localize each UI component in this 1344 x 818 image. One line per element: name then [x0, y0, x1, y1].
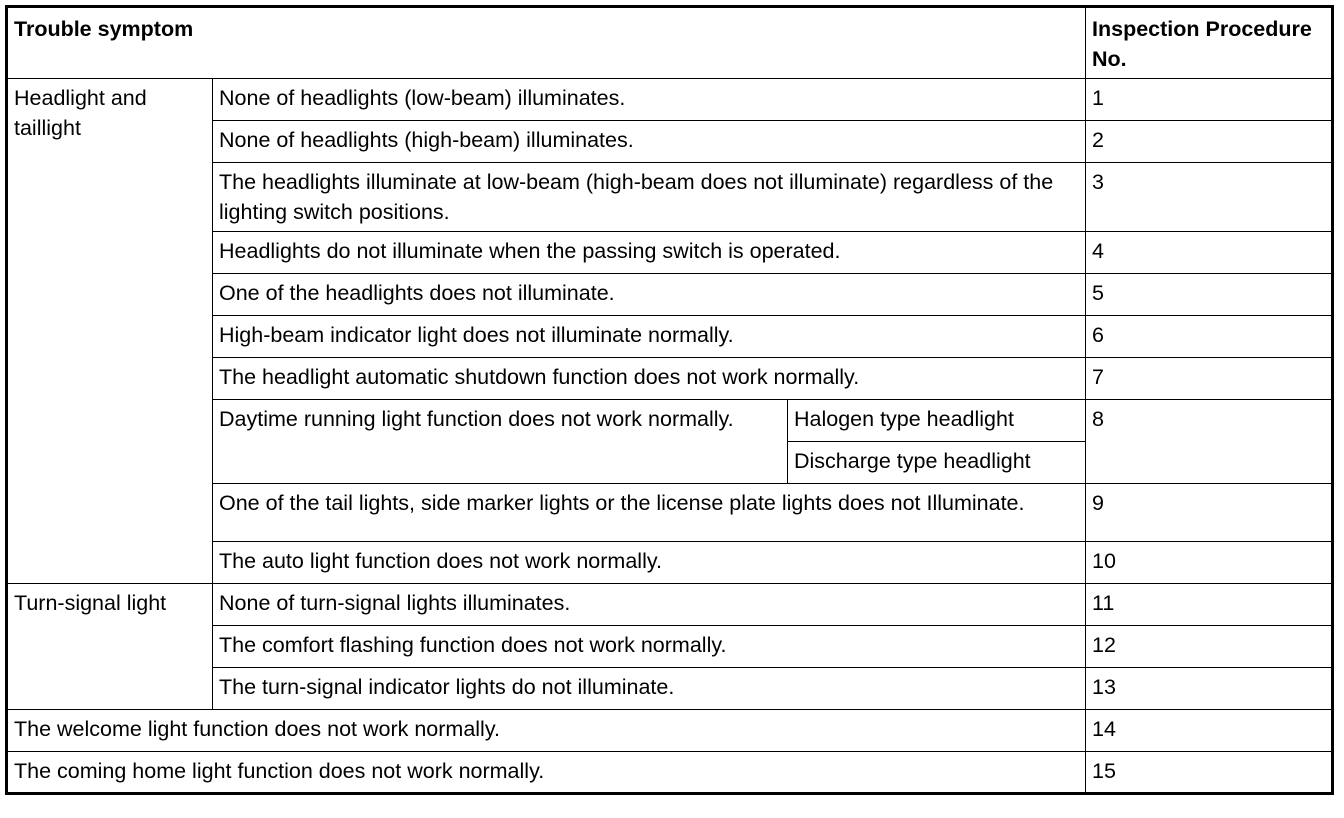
header-inspection-procedure-no: Inspection Procedure No. [1086, 7, 1333, 79]
procedure-number: 2 [1086, 121, 1333, 163]
procedure-number: 8 [1086, 400, 1333, 484]
procedure-number: 13 [1086, 668, 1333, 710]
symptom-cell: High-beam indicator light does not illuminate normally. [213, 316, 1086, 358]
procedure-number: 7 [1086, 358, 1333, 400]
symptom-cell: None of headlights (high-beam) illuminates. [213, 121, 1086, 163]
table-row [7, 584, 1333, 626]
procedure-number: 3 [1086, 163, 1333, 232]
procedure-number: 10 [1086, 542, 1333, 584]
symptom-cell: Headlights do not illuminate when the passing switch is operated. [213, 232, 1086, 274]
procedure-number: 1 [1086, 79, 1333, 121]
procedure-number: 6 [1086, 316, 1333, 358]
symptom-cell: One of the tail lights, side marker lights or the license plate lights does not Illuminate. [213, 484, 1086, 542]
procedure-number: 12 [1086, 626, 1333, 668]
table-row [7, 710, 1333, 752]
group-turn-signal-light: Turn-signal light [7, 584, 213, 710]
procedure-number: 11 [1086, 584, 1333, 626]
procedure-number: 5 [1086, 274, 1333, 316]
header-row [7, 7, 1333, 79]
sub-type-discharge: Discharge type headlight [788, 442, 1086, 484]
procedure-number: 9 [1086, 484, 1333, 542]
procedure-number: 4 [1086, 232, 1333, 274]
table-row [7, 752, 1333, 794]
symptom-cell: The welcome light function does not work normally. [7, 710, 1086, 752]
symptom-cell: Daytime running light function does not work normally. [213, 400, 788, 484]
group-headlight-and-taillight: Headlight and taillight [7, 79, 213, 584]
header-trouble-symptom: Trouble symptom [7, 7, 1086, 79]
symptom-cell: None of turn-signal lights illuminates. [213, 584, 1086, 626]
symptom-cell: None of headlights (low-beam) illuminates. [213, 79, 1086, 121]
symptom-cell: The comfort flashing function does not work normally. [213, 626, 1086, 668]
table-row [7, 79, 1333, 121]
symptom-cell: The headlight automatic shutdown function does not work normally. [213, 358, 1086, 400]
procedure-number: 15 [1086, 752, 1333, 794]
symptom-cell: The coming home light function does not work normally. [7, 752, 1086, 794]
symptom-cell: The turn-signal indicator lights do not illuminate. [213, 668, 1086, 710]
trouble-symptom-table [5, 5, 1334, 795]
symptom-cell: One of the headlights does not illuminate. [213, 274, 1086, 316]
symptom-cell: The headlights illuminate at low-beam (high-beam does not illuminate) regardless of the lighting switch positions. [213, 163, 1086, 232]
sub-type-halogen: Halogen type headlight [788, 400, 1086, 442]
symptom-cell: The auto light function does not work normally. [213, 542, 1086, 584]
procedure-number: 14 [1086, 710, 1333, 752]
